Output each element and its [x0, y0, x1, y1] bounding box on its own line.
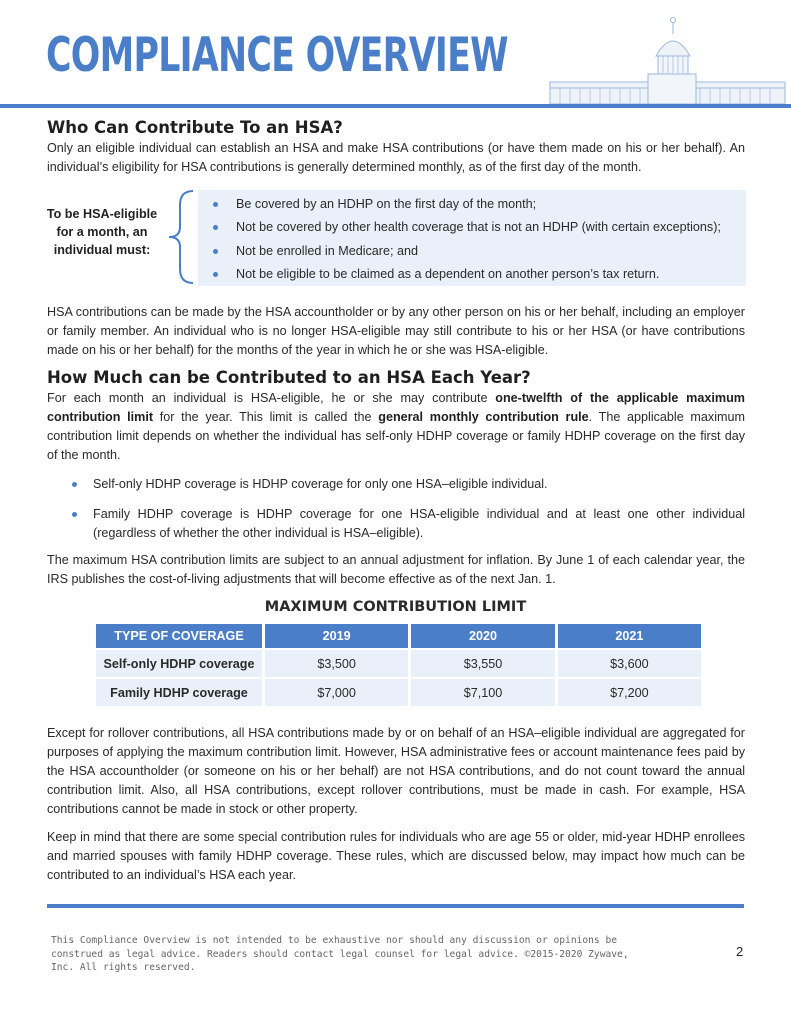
legal-disclaimer: This Compliance Overview is not intended to be exhaustive nor should any discussion or opinions be construed as legal advice. Readers should contact legal counsel for legal advice. ©2015-2020 Zywave, Inc. All rights reserved. — [51, 935, 629, 973]
column-header: 2021 — [558, 624, 701, 648]
contribution-limit-table — [93, 622, 704, 708]
bullet-icon — [213, 272, 218, 277]
column-header: 2020 — [411, 624, 554, 648]
section-who-can-contribute — [47, 118, 745, 177]
bold-text: general monthly contribution rule — [378, 410, 589, 424]
table-row — [96, 650, 701, 677]
table-cell: $3,500 — [265, 650, 408, 677]
table-cell: $7,100 — [411, 679, 554, 706]
coverage-bullets-block — [47, 475, 745, 554]
table-cell: $7,000 — [265, 679, 408, 706]
table-cell: $3,600 — [558, 650, 701, 677]
list-item — [47, 475, 745, 494]
page-header-title: COMPLIANCE OVERVIEW — [46, 28, 508, 83]
footer-divider — [47, 904, 744, 908]
eligibility-label: To be HSA-eligible for a month, an individual must: — [46, 207, 158, 257]
special-rules-paragraph: Keep in mind that there are some special contribution rules for individuals who are age 55 or older, mid-year HDHP enrollees and married spouses with family HDHP coverage. These rules, which are discussed below, may impact how much can be contributed to an individual’s HSA each year. — [47, 830, 745, 882]
bullet-icon — [213, 225, 218, 230]
capitol-dome-icon — [540, 12, 790, 110]
table-row — [96, 679, 701, 706]
text-run: For each month an individual is HSA-eligible, he or she may contribute — [47, 391, 496, 405]
monthly-rule-paragraph — [47, 389, 745, 465]
row-header-cell: Self-only HDHP coverage — [96, 650, 262, 677]
text-run: for the year. This limit is called the — [153, 410, 379, 424]
bullet-icon — [213, 202, 218, 207]
list-item — [198, 193, 746, 216]
table-cell: $7,200 — [558, 679, 701, 706]
list-item-text: Not be eligible to be claimed as a dependent on another person’s tax return. — [236, 266, 660, 281]
bold-text: one-twelfth of the applicable maximum contribution limit — [47, 391, 745, 424]
page-number: 2 — [736, 944, 744, 959]
inflation-block — [47, 551, 745, 589]
section-how-much — [47, 368, 745, 465]
list-item — [198, 240, 746, 263]
text-run: . The applicable maximum contribution limit depends on whether the individual has self-only HDHP coverage or family HDHP coverage on the first day of the month. — [47, 410, 746, 462]
list-item — [198, 263, 746, 286]
list-item — [198, 216, 746, 239]
table-title: MAXIMUM CONTRIBUTION LIMIT — [264, 599, 527, 615]
special-rules-block — [47, 828, 745, 885]
list-item-text: Not be enrolled in Medicare; and — [236, 243, 419, 258]
inflation-paragraph: The maximum HSA contribution limits are subject to an annual adjustment for inflation. By June 1 of each calendar year, the IRS publishes the cost-of-living adjustments that will become effective as of the next Jan. 1. — [47, 553, 745, 586]
list-item-text: Self-only HDHP coverage is HDHP coverage for only one HSA–eligible individual. — [93, 477, 548, 491]
row-header-cell: Family HDHP coverage — [96, 679, 262, 706]
list-item-text: Family HDHP coverage is HDHP coverage for one HSA-eligible individual and at least one other individual (regardless of whether the other individual is HSA–eligible). — [93, 507, 745, 540]
header-divider — [0, 104, 791, 108]
column-header: 2019 — [265, 624, 408, 648]
aggregation-paragraph: Except for rollover contributions, all HSA contributions made by or on behalf of an HSA–eligible individual are aggregated for purposes of applying the maximum contribution limit. However, HSA administrative fees or account maintenance fees paid by the HSA accountholder (or someone on his or her behalf) are not HSA contributions, and do not count toward the annual contribution limit. Also, all HSA contributions, except rollover contributions, must be made in cash. For example, HSA contributions cannot be made in stock or other property. — [47, 726, 745, 816]
list-item-text: Be covered by an HDHP on the first day of the month; — [236, 197, 537, 211]
intro-paragraph: Only an eligible individual can establish an HSA and make HSA contributions (or have them made on his or her behalf). An individual’s eligibility for HSA contributions is generally determined monthly, as of the first day of the month. — [47, 141, 745, 174]
table-cell: $3,550 — [411, 650, 554, 677]
section-heading: Who Can Contribute To an HSA? — [47, 118, 343, 137]
eligibility-requirements-box — [198, 190, 746, 286]
aggregation-block — [47, 724, 745, 819]
bullet-icon — [72, 512, 77, 517]
bullet-icon — [213, 249, 218, 254]
section-heading: How Much can be Contributed to an HSA Each Year? — [47, 368, 531, 387]
curly-brace-icon — [163, 189, 197, 285]
followup-paragraph: HSA contributions can be made by the HSA accountholder or by any other person on his or her behalf, including an employer or family member. An individual who is no longer HSA-eligible may still contribute to his or her HSA (or have contributions made on his or her behalf) for the months of the year in which he or she was HSA-eligible. — [47, 305, 745, 357]
column-header: TYPE OF COVERAGE — [96, 624, 262, 648]
table-header-row — [96, 624, 701, 648]
followup-block — [47, 303, 745, 360]
list-item-text: Not be covered by other health coverage that is not an HDHP (with certain exceptions); — [236, 220, 721, 235]
list-item — [47, 505, 745, 543]
bullet-icon — [72, 482, 77, 487]
